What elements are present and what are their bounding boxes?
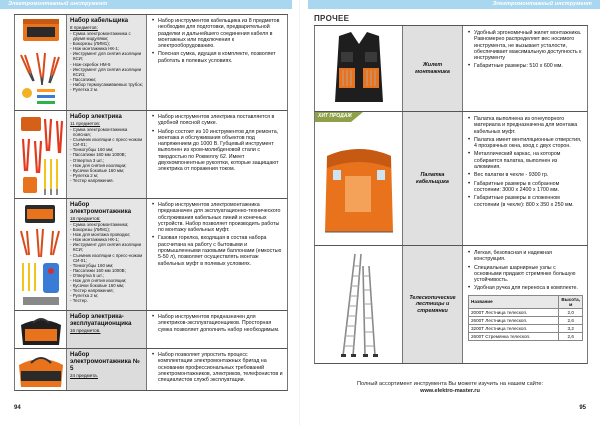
list-item: - Пассатижи 160 мм 1000В; [70, 268, 143, 273]
list-item: - Отвертка 3 шт.; [70, 158, 143, 163]
list-item: - Нож для снятия изоляции; [70, 278, 143, 283]
product-image [15, 349, 67, 390]
product-name: Набор электромонтажника № 5 [70, 351, 140, 372]
product-name-cell [67, 111, 147, 198]
product-count: 18 предметов: [70, 216, 101, 221]
list-item: - Отвертка 5 шт.; [70, 273, 143, 278]
desc-item: • Габаритные размеры в собранном состоянии: 3000 х 2400 х 1700 мм. [468, 181, 583, 194]
electrician-kit-icon [15, 111, 67, 198]
page-number: 95 [579, 405, 586, 411]
table-row [469, 316, 583, 324]
desc-item: • Поясная сумка, идущая в комплекте, позволяет работать в полевых условиях. [152, 51, 283, 64]
tool-bag-icon [15, 349, 67, 390]
list-item: - Инструмент для снятия изоляции КСИ; [70, 242, 143, 252]
list-item: - Нож для монтажа проводки; [70, 232, 143, 237]
list-item: - Пассатижи; [70, 77, 143, 82]
product-description [147, 111, 287, 198]
tent-icon [315, 112, 403, 245]
product-image [15, 15, 67, 110]
list-item: - Нож для снятия изоляции; [70, 163, 143, 168]
product-name-cell [403, 246, 463, 363]
table-row [14, 15, 288, 111]
product-name: Набор кабельщика [70, 17, 129, 24]
product-image [15, 311, 67, 348]
desc-item: • Специальные шарнирные узлы с основными придают стремянке большую устойчивость. [468, 265, 583, 284]
list-item: - Сумка электромонтажника поясная; [70, 127, 143, 137]
desc-item: • Палатка выполнена из огнеупорного материала и предназначена для монтажа кабельных муфт. [468, 116, 583, 135]
product-name-cell [67, 349, 147, 390]
product-contents [70, 31, 143, 92]
product-name: Телескопические лестницы и стремянки [409, 294, 456, 314]
product-description [463, 26, 587, 111]
list-item: - Рулетка 2 м; [70, 173, 143, 178]
list-item: - Нож монтажника НК-1; [70, 237, 143, 242]
tool-kit-icon [15, 15, 67, 110]
installer-kit-icon [15, 199, 67, 310]
product-contents [70, 127, 143, 183]
product-description [147, 349, 287, 390]
product-description [463, 112, 587, 245]
header-title: Электромонтажный инструмент [8, 1, 108, 7]
column-header-height: Высота, м [559, 295, 583, 308]
header-title: Электромонтажный инструмент [492, 1, 592, 7]
table-row [314, 246, 588, 364]
desc-item: • Удобный эргономичный жилет монтажника. Равномерно распределяет вес носимого инструмента, не вызывает усталости, обеспечивает максимальную доступность к инструменту [468, 30, 583, 61]
section-title: ПРОЧЕЕ [314, 14, 350, 23]
list-item: - Кусачки боковые 160 мм; [70, 283, 143, 288]
page-number: 94 [14, 405, 21, 411]
column-header-name: Название [469, 295, 559, 308]
product-count: 11 предметов: [70, 121, 101, 126]
desc-item: • Набор инструментов электрика поставляется в удобной поясной сумке. [152, 114, 283, 127]
product-contents [70, 222, 143, 304]
table-row [469, 332, 583, 340]
product-name-cell [403, 112, 463, 245]
product-table [14, 14, 288, 391]
product-name: Палатка кабельщика [416, 172, 449, 185]
product-count: 16 предметов. [70, 328, 101, 333]
desc-item: • Газовая горелка, входящая в состав набора рассчитана на работу с бытовыми и промышленными газовыми баллонами (емкостью 5-50 л), позволяет осуществлять монтаж кабельных муфт в полевых условиях. [152, 235, 283, 266]
product-description [147, 199, 287, 310]
ladder-model: 2600Т Лестница телескоп. [469, 316, 559, 324]
table-row [469, 308, 583, 316]
desc-item: • Габаритные размеры в сложенном состоянии (в чехле): 800 х 350 х 250 мм. [468, 195, 583, 208]
product-name: Набор электрика-эксплуатационщика [70, 313, 132, 327]
table-row [314, 112, 588, 246]
product-image [15, 111, 67, 198]
desc-item: • Вес палатки в чехле - 9300 гр. [468, 172, 583, 178]
ladder-model: 3200Т Лестница телескоп. [469, 324, 559, 332]
product-description [463, 246, 587, 363]
desc-item: • Удобная ручка для переноса в комплекте. [468, 285, 583, 291]
desc-item: • Набор инструментов предназначен для электриков-эксплуатационщиков. Просторная сумка позволяет дополнить набор необходимым. [152, 314, 283, 333]
product-name-cell [67, 15, 147, 110]
list-item: - Пассатижи 160 мм 1000В; [70, 152, 143, 157]
ladder-sizes-table [468, 295, 583, 341]
product-name: Набор электрика [70, 113, 122, 120]
list-item: - Съемник изоляции с пресс-ножом СИ-01; [70, 137, 143, 147]
table-row [14, 111, 288, 199]
list-item: - Инструмент для снятия изоляции КСИ1; [70, 67, 143, 77]
desc-item: • Палатка имеет вентиляционные отверстия, 4 прозрачных окна, вход с двух сторон. [468, 137, 583, 150]
desc-item: • Легкая, безопасная и надежная конструкция. [468, 250, 583, 263]
product-image [315, 112, 403, 245]
list-item: - Съемник изоляции с пресс-ножом СИ-01; [70, 253, 143, 263]
table-row [469, 324, 583, 332]
list-item: - Сумка электромонтажника; [70, 222, 143, 227]
product-count: 8 предметов: [70, 25, 98, 30]
list-item: - Тонкогубцы 160 мм; [70, 147, 143, 152]
ladder-height: 3,2 [559, 324, 583, 332]
other-products-table [314, 25, 588, 364]
vest-icon [315, 26, 403, 111]
footer-text: Полный ассортимент инструмента Вы можете изучить на нашем сайте: [356, 381, 543, 387]
product-name-cell [67, 311, 147, 348]
ladder-model: 2600Т Стремянка телескоп. [469, 332, 559, 340]
ladder-height: 2,0 [559, 308, 583, 316]
list-item: - Тестер. [70, 298, 143, 303]
desc-item: • Набор инструментов электромонтажника предназначен для эксплуатационно-технического обслуживания кабельных линий и конечных устройств. Набор позволяет производить работы по монтажу кабельных муфт. [152, 202, 283, 233]
product-description [147, 311, 287, 348]
list-item: - Тестер напряжения. [70, 178, 143, 183]
product-image [15, 199, 67, 310]
list-item: - Сумка электромонтажника с двумя модулями; [70, 31, 143, 41]
table-row [14, 311, 288, 349]
product-name-cell [67, 199, 147, 310]
product-name: Набор электромонтажника [70, 201, 132, 215]
list-item: - Рулетка 2 м; [70, 293, 143, 298]
list-item: - Тестер напряжения; [70, 288, 143, 293]
table-row [14, 349, 288, 391]
list-item: - Нож-скребок НМ-5 [70, 62, 143, 67]
list-item: - Набор термоусаживаемых трубок; [70, 82, 143, 87]
list-item: - Бокорезы (ЛИМ1); [70, 41, 143, 46]
product-description [147, 15, 287, 110]
ladder-height: 2,6 [559, 316, 583, 324]
desc-item: • Металлический каркас, на котором собирается палатка, выполнен из алюминия. [468, 151, 583, 170]
bestseller-badge: ХИТ ПРОДАЖ [318, 113, 352, 119]
desc-item: • Набор позволяет упростить процесс комплектации электромонтажных бригад на основании профессиональных требований электромонтажников, электриков, телефонистов и специалистов служб эксплуатации. [152, 352, 283, 383]
product-name: Жилет монтажника [415, 62, 450, 75]
list-item: - Рулетка 2 м. [70, 87, 143, 92]
list-item: - Кусачки боковые 160 мм; [70, 168, 143, 173]
list-item: - Бокорезы (ЛИМ1); [70, 227, 143, 232]
footer-note [300, 381, 600, 395]
website-link[interactable]: www.elektro-master.ru [420, 388, 480, 394]
table-row [14, 199, 288, 311]
desc-item: • Габаритные размеры: 510 х 600 мм. [468, 63, 583, 69]
product-name-cell [403, 26, 463, 111]
desc-item: • Набор инструментов кабельщика из 8 предметов необходим для подготовки, предварительной разделки и дальнейшего соединения кабеля в монтажных или подключения к электрооборудованию. [152, 18, 283, 49]
product-count: 24 предмета. [70, 373, 99, 378]
table-row [314, 26, 588, 112]
ladder-icon [315, 246, 403, 363]
product-image [315, 246, 403, 363]
ladder-height: 2,6 [559, 332, 583, 340]
list-item: - Инструмент для снятия изоляции КСИ; [70, 51, 143, 61]
desc-item: • Набор состоит из 10 инструментов для ремонта, монтажа и обслуживания объектов под напряжением до 1000 В. Губцевый инструмент выполнен из хром-молибденовой стали с твердостью по Роквеллу 62. Имеет двухкомпонентные рукоятки, которые защищают электрика от поражения током. [152, 129, 283, 173]
list-item: - Тонкогубцы 160 мм; [70, 263, 143, 268]
right-page [300, 0, 600, 425]
ladder-model: 2000Т Лестница телескоп. [469, 308, 559, 316]
list-item: - Нож монтажника НК-1; [70, 46, 143, 51]
product-image [315, 26, 403, 111]
tool-bag-icon [15, 311, 67, 348]
